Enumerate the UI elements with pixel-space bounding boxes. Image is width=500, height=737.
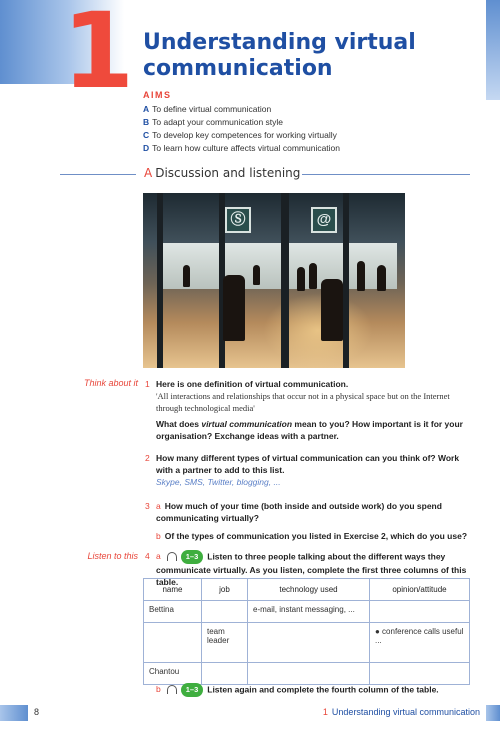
question-number: 4 (145, 551, 150, 561)
table-header: job (202, 579, 248, 601)
photo-person (183, 265, 190, 287)
question-text: a How much of your time (both inside and outside work) do you spend communicating virtually? (156, 501, 442, 523)
question-text: b Of the types of communication you listed in Exercise 2, which do you use? (156, 531, 468, 541)
question-number: 2 (145, 453, 150, 463)
photo-person (357, 261, 365, 291)
table-cell: team leader (202, 623, 248, 663)
table-header: opinion/attitude (370, 579, 470, 601)
question-text: Here is one definition of virtual communication. (156, 379, 349, 389)
photo-beam (343, 193, 349, 368)
table-cell (202, 601, 248, 623)
at-sign-icon: @ (311, 207, 337, 233)
footer-bar (486, 705, 500, 721)
aim-item: B To adapt your communication style (143, 117, 284, 127)
section-heading (60, 166, 470, 184)
aim-item: C To develop key competences for working virtually (143, 130, 337, 140)
header-edge-bar (486, 0, 500, 100)
photo-glow (263, 293, 373, 368)
question-4b (145, 683, 470, 697)
divider (302, 174, 470, 175)
airport-photo (143, 193, 405, 368)
track-badge: 1–3 (181, 550, 204, 564)
question-3b (145, 530, 470, 542)
photo-person (377, 265, 386, 291)
table-cell: e-mail, instant messaging, ... (248, 601, 370, 623)
table-cell (370, 601, 470, 623)
question-text: How many different types of virtual communication can you think of? Work with a partner to add to this list. (156, 453, 460, 475)
question-3a (145, 500, 470, 524)
question-1 (145, 378, 470, 442)
aim-item: A To define virtual communication (143, 104, 272, 114)
footer-bar (0, 705, 28, 721)
question-number: 1 (145, 379, 150, 389)
table-cell (202, 663, 248, 685)
question-text: What does virtual communication mean to you? How important is it for your organisation? Exchange ideas with a partner. (156, 419, 463, 441)
photo-person (297, 267, 305, 291)
photo-person (223, 275, 245, 341)
table-row (144, 623, 470, 663)
running-footer: 1 Understanding virtual communication (322, 707, 480, 717)
unit-number: 1 (62, 0, 131, 112)
table-cell (248, 623, 370, 663)
table-cell: Bettina (144, 601, 202, 623)
table-row (144, 601, 470, 623)
aims-list (143, 103, 340, 155)
table-header: technology used (248, 579, 370, 601)
audio-cd-icon (165, 551, 179, 563)
question-text: b 1–3 Listen again and complete the fourth column of the table. (156, 683, 470, 697)
question-2 (145, 452, 470, 488)
aims-heading: AIMS (143, 90, 172, 100)
table-cell (248, 663, 370, 685)
photo-beam (157, 193, 163, 368)
page-title: Understanding virtual communication (143, 30, 416, 81)
definition-quote: 'All interactions and relationships that occur not in a physical space but on the Internet through technological media' (156, 391, 450, 413)
handwritten-answer: Skype, SMS, Twitter, blogging, ... (156, 477, 281, 487)
table-cell (144, 623, 202, 663)
question-text: a 1–3 Listen to three people talking about the different ways they communicate virtually. As you listen, complete the first three columns of this table. (156, 551, 467, 587)
photo-person (253, 265, 260, 285)
track-badge: 1–3 (181, 683, 204, 697)
photo-person (321, 279, 343, 341)
table-row (144, 663, 470, 685)
table-cell: Chantou (144, 663, 202, 685)
page-number: 8 (34, 707, 40, 717)
audio-cd-icon (165, 684, 179, 696)
photo-person (309, 263, 317, 289)
table-header: name (144, 579, 202, 601)
question-number: 3 (145, 501, 150, 511)
skype-sign-icon: Ⓢ (225, 207, 251, 233)
section-title: A Discussion and listening (144, 166, 301, 180)
photo-beam (281, 193, 289, 368)
divider (60, 174, 136, 175)
listening-table (143, 578, 470, 685)
table-cell (370, 663, 470, 685)
table-cell: ● conference calls useful ... (370, 623, 470, 663)
think-about-it-label: Think about it (83, 378, 138, 388)
aim-item: D To learn how culture affects virtual communication (143, 143, 341, 153)
listen-to-this-label: Listen to this (87, 551, 138, 561)
